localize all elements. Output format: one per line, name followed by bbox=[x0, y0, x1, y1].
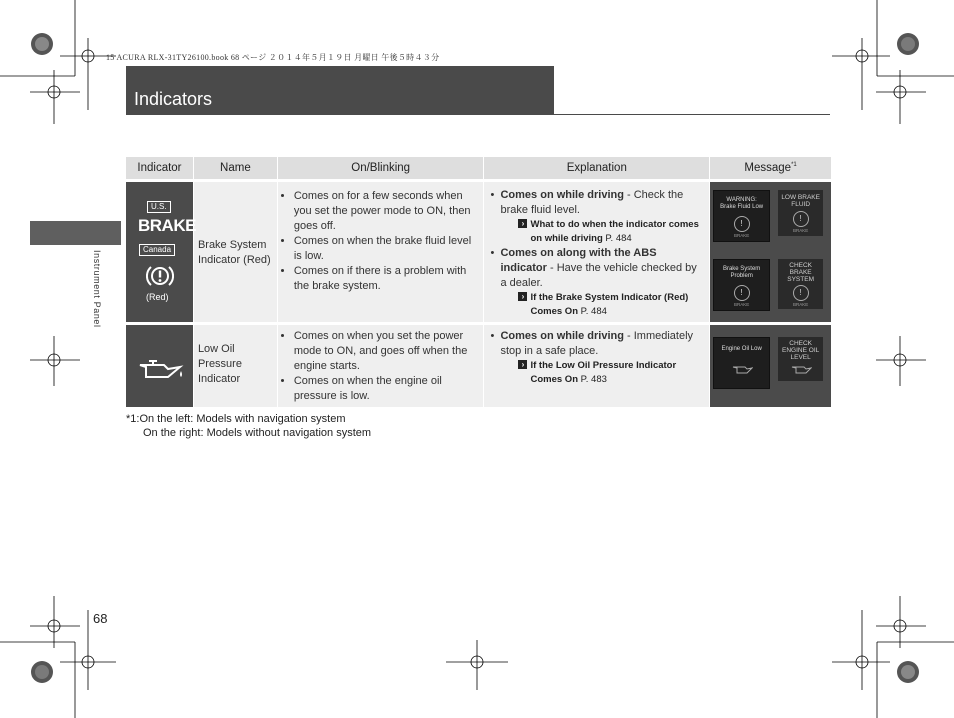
message-cell-brake bbox=[710, 179, 832, 322]
oil-can-icon bbox=[731, 363, 753, 375]
explanation-item: • Comes on along with the ABS indicator - Have the vehicle checked by a dealer. bbox=[490, 246, 703, 291]
brake-warning-icon bbox=[146, 263, 174, 289]
header-name: Name bbox=[194, 157, 278, 179]
on-blinking-cell bbox=[278, 179, 485, 322]
cross-reference-link[interactable]: › If the Low Oil Pressure Indicator Comes On P. 483 bbox=[490, 359, 703, 387]
brake-warning-icon: ! bbox=[734, 285, 750, 301]
footnote-line-1: *1:On the left: Models with navigation system bbox=[126, 413, 346, 425]
cross-reference-link[interactable]: › What to do when the indicator comes on while driving P. 484 bbox=[490, 218, 703, 246]
std-message-low-brake-fluid: LOW BRAKE FLUID ! BRAKE bbox=[778, 190, 823, 236]
on-blinking-list bbox=[278, 182, 484, 294]
header-indicator: Indicator bbox=[126, 157, 194, 179]
canada-badge: Canada bbox=[139, 244, 175, 256]
section-title-bar bbox=[126, 66, 554, 114]
nav-message-brake-system-problem: Brake System Problem ! BRAKE bbox=[713, 259, 770, 311]
indicator-cell-brake bbox=[126, 179, 194, 322]
table-header-row bbox=[126, 157, 832, 179]
table-row bbox=[126, 322, 832, 407]
table-row bbox=[126, 179, 832, 322]
explanation-item: • Comes on while driving - Immediately stop in a safe place. bbox=[490, 329, 703, 359]
oil-can-icon bbox=[136, 355, 184, 381]
indicators-table bbox=[126, 157, 832, 407]
list-item: • Comes on when the brake fluid level is low. bbox=[294, 234, 478, 264]
list-item: • Comes on for a few seconds when you set the power mode to ON, then goes off. bbox=[294, 189, 478, 234]
brake-warning-icon: ! bbox=[734, 216, 750, 232]
xref-arrow-icon: › bbox=[518, 219, 527, 228]
cross-reference-link[interactable]: › If the Brake System Indicator (Red) Comes On P. 484 bbox=[490, 291, 703, 319]
chapter-label: Instrument Panel bbox=[92, 250, 102, 328]
message-cell-oil bbox=[710, 322, 832, 407]
xref-arrow-icon: › bbox=[518, 360, 527, 369]
name-cell bbox=[194, 322, 278, 407]
xref-arrow-icon: › bbox=[518, 292, 527, 301]
list-item: • Comes on if there is a problem with the brake system. bbox=[294, 264, 478, 294]
table-footnote bbox=[126, 412, 371, 440]
on-blinking-list bbox=[278, 325, 484, 404]
header-on-blinking: On/Blinking bbox=[278, 157, 485, 179]
nav-message-brake-fluid-low: WARNING: Brake Fluid Low ! BRAKE bbox=[713, 190, 770, 242]
explanation-cell bbox=[484, 322, 710, 407]
list-item: • Comes on when you set the power mode to ON, and goes off when the engine starts. bbox=[294, 329, 478, 374]
page-title: Indicators bbox=[134, 89, 213, 109]
oil-can-icon bbox=[790, 363, 812, 375]
explanation-cell bbox=[484, 179, 710, 322]
std-message-check-engine-oil-level: CHECK ENGINE OIL LEVEL bbox=[778, 337, 823, 381]
red-label: (Red) bbox=[146, 292, 169, 302]
nav-message-engine-oil-low: Engine Oil Low bbox=[713, 337, 770, 389]
header-explanation: Explanation bbox=[484, 157, 710, 179]
list-item: • Comes on when the engine oil pressure is low. bbox=[294, 374, 478, 404]
brake-warning-icon: ! bbox=[793, 211, 809, 227]
book-meta-line: 15 ACURA RLX-31TY26100.book 68 ページ ２０１４年５月１９日 月曜日 午後５時４３分 bbox=[106, 53, 440, 62]
indicator-cell-oil bbox=[126, 322, 194, 407]
us-badge: U.S. bbox=[147, 201, 171, 213]
header-message: Message$^{*1}$ bbox=[710, 157, 832, 179]
on-blinking-cell bbox=[278, 322, 485, 407]
indicator-name: Low Oil Pressure Indicator bbox=[197, 343, 242, 385]
brake-text-icon: BRAKE bbox=[138, 216, 196, 235]
page-number: 68 bbox=[93, 611, 108, 626]
header-message-footnote-ref: *1 bbox=[791, 162, 797, 169]
explanation-item: • Comes on while driving - Check the brake fluid level. bbox=[490, 188, 703, 218]
indicator-name: Brake System Indicator (Red) bbox=[197, 239, 271, 266]
brake-warning-icon: ! bbox=[793, 285, 809, 301]
title-rule bbox=[126, 114, 830, 115]
footnote-line-2: On the right: Models without navigation system bbox=[143, 427, 372, 439]
chapter-tab bbox=[30, 221, 121, 245]
std-message-check-brake-system: CHECK BRAKE SYSTEM ! BRAKE bbox=[778, 259, 823, 309]
name-cell bbox=[194, 179, 278, 322]
